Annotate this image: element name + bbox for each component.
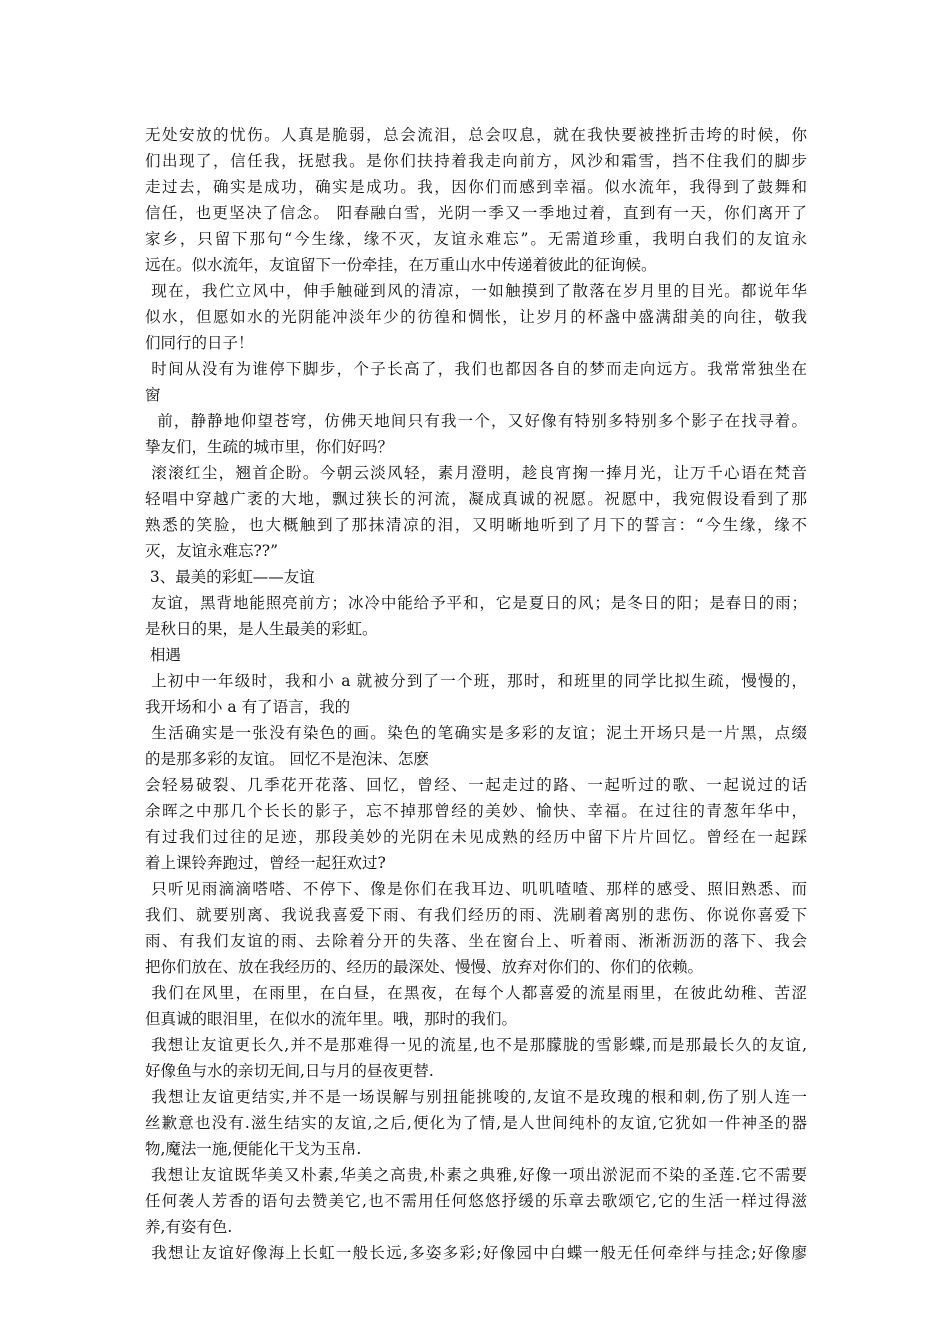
text-line: 好像鱼与水的亲切无间,日与月的昼夜更替. [145, 1062, 434, 1080]
text-line: 把你们放在、放在我经历的、经历的最深处、慢慢、放弃对你们的、你们的依赖。 [145, 958, 704, 976]
text-line: 上初中一年级时，我和小 a 就被分到了一个班，那时，和班里的同学比拟生疏，慢慢的， [145, 672, 807, 690]
text-line: 窗 [145, 386, 161, 404]
text-line: 滚滚红尘，翘首企盼。今朝云淡风轻，素月澄明，趁良宵掬一捧月光，让万千心语在梵音 [145, 464, 807, 482]
text-line: 任何袭人芳香的语句去赞美它,也不需用任何悠悠抒缓的乐章去歌颂它,它的生活一样过得滋 [145, 1192, 807, 1210]
text-line: 们同行的日子！ [145, 334, 254, 352]
text-line: 我们、就要别离、我说我喜爱下雨、有我们经历的雨、洗刷着离别的悲伤、你说你喜爱下 [145, 906, 807, 924]
text-line: 时间从没有为谁停下脚步，个子长高了，我们也都因各自的梦而走向远方。我常常独坐在 [145, 360, 807, 378]
text-line: 3、最美的彩虹——友谊 [145, 568, 315, 586]
text-line: 现在，我伫立风中，伸手触碰到风的清凉，一如触摸到了散落在岁月里的目光。都说年华 [145, 282, 807, 300]
text-line: 我想让友谊好像海上长虹一般长远,多姿多彩;好像园中白蝶一般无任何牵绊与挂念;好像廖 [145, 1244, 807, 1262]
text-line: 们出现了，信任我，抚慰我。是你们扶持着我走向前方，风沙和霜雪，挡不住我们的脚步 [145, 152, 807, 170]
text-line: 但真诚的眼泪里，在似水的流年里。哦，那时的我们。 [145, 1010, 518, 1028]
text-line: 生活确实是一张没有染色的画。染色的笔确实是多彩的友谊；泥土开场只是一片黑，点缀 [145, 724, 807, 742]
text-line: 的是那多彩的友谊。 回忆不是泡沫、怎麽 [145, 750, 429, 768]
text-line: 前，静静地仰望苍穹，仿佛天地间只有我一个，又好像有特别多特别多个影子在找寻着。 [145, 412, 807, 430]
text-line: 物,魔法一施,便能化干戈为玉帛. [145, 1140, 362, 1158]
text-line: 是秋日的果，是人生最美的彩虹。 [145, 620, 378, 638]
text-line: 雨、有我们友谊的雨、去除着分开的失落、坐在窗台上、听着雨、淅淅沥沥的落下、我会 [145, 932, 807, 950]
text-line: 我们在风里，在雨里，在白昼，在黑夜，在每个人都喜爱的流星雨里，在彼此幼稚、苦涩 [145, 984, 807, 1002]
text-line: 我开场和小 a 有了语言，我的 [145, 698, 351, 716]
text-line: 轻唱中穿越广袤的大地，飘过狭长的河流，凝成真诚的祝愿。祝愿中，我宛假设看到了那 [145, 490, 807, 508]
text-line: 余晖之中那几个长长的影子，忘不掉那曾经的美妙、愉快、幸福。在过往的青葱年华中， [145, 802, 807, 820]
text-line: 只听见雨滴滴嗒嗒、不停下、像是你们在我耳边、叽叽喳喳、那样的感受、照旧熟悉、而 [145, 880, 807, 898]
text-line: 我想让友谊更长久,并不是那难得一见的流星,也不是那朦胧的雪影蝶,而是那最长久的友谊, [145, 1036, 807, 1054]
text-line: 有过我们过往的足迹，那段美妙的光阴在未见成熟的经历中留下片片回忆。曾经在一起踩 [145, 828, 807, 846]
text-line: 家乡，只留下那句“今生缘，缘不灭，友谊永难忘”。无需道珍重，我明白我们的友谊永 [145, 230, 807, 248]
text-line: 友谊，黑背地能照亮前方；冰冷中能给予平和，它是夏日的风；是冬日的阳；是春日的雨； [145, 594, 807, 612]
text-line: 我想让友谊更结实,并不是一场误解与别扭能挑唆的,友谊不是玫瑰的根和刺,伤了别人连一 [145, 1088, 807, 1106]
text-line: 无处安放的忧伤。人真是脆弱，总会流泪，总会叹息，就在我快要被挫折击垮的时候，你 [145, 126, 807, 144]
text-line: 养,有姿有色. [145, 1218, 233, 1236]
text-line: 信任，也更坚决了信念。 阳春融白雪，光阴一季又一季地过着，直到有一天，你们离开了 [145, 204, 807, 222]
text-line: 会轻易破裂、几季花开花落、回忆，曾经、一起走过的路、一起听过的歌、一起说过的话 [145, 776, 807, 794]
text-line: 着上课铃奔跑过，曾经一起狂欢过? [145, 854, 386, 872]
text-line: 走过去，确实是成功，确实是成功。我，因你们而感到幸福。似水流年，我得到了鼓舞和 [145, 178, 807, 196]
text-line: 挚友们，生疏的城市里，你们好吗？ [145, 438, 394, 456]
text-line: 相遇 [145, 646, 181, 664]
text-line: 丝歉意也没有.滋生结实的友谊,之后,便化为了情,是人世间纯朴的友谊,它犹如一件神圣的器 [145, 1114, 807, 1132]
text-line: 似水，但愿如水的光阴能冲淡年少的彷徨和惆怅，让岁月的杯盏中盛满甜美的向往，敬我 [145, 308, 807, 326]
document-page [145, 122, 807, 1266]
text-line: 熟悉的笑脸，也大概触到了那抹清凉的泪，又明晰地听到了月下的誓言：“今生缘，缘不 [145, 516, 807, 534]
text-line: 远在。似水流年，友谊留下一份牵挂，在万重山水中传递着彼此的征询候。 [145, 256, 657, 274]
text-line: 灭，友谊永难忘??” [145, 542, 279, 560]
text-line: 我想让友谊既华美又朴素,华美之高贵,朴素之典雅,好像一项出淤泥而不染的圣莲.它不需要 [145, 1166, 807, 1184]
